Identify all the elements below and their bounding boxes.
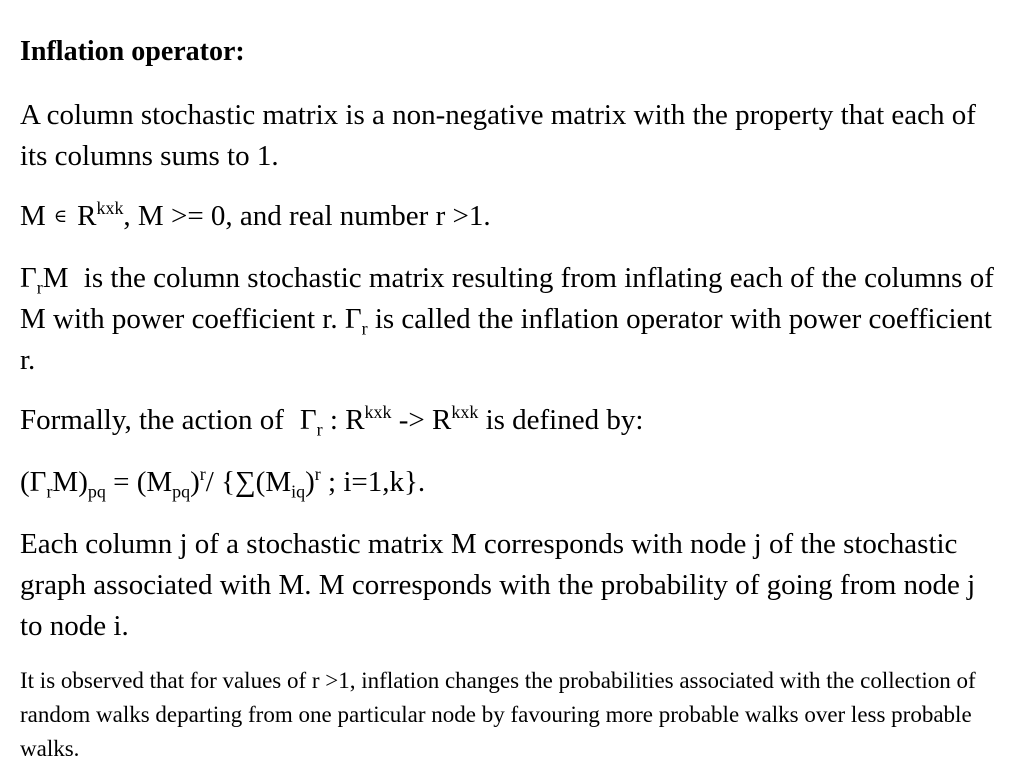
gamma-symbol: Γ [299, 404, 317, 436]
observation-paragraph [20, 664, 1005, 766]
codomain-superscript: kxk [451, 402, 479, 423]
gamma-symbol: Γ [344, 303, 362, 335]
gamma-name-text: is called the inflation operator with power coefficient r. [20, 303, 992, 376]
gamma-subscript: r [361, 318, 368, 339]
graph-correspondence-text: Each column j of a stochastic matrix M corresponds with node j of the stochastic graph associated with M. M corresponds with the probability of going from node j to node i. [20, 528, 976, 642]
formula-sub-pq: pq [87, 481, 106, 502]
formula-sub-iq: iq [291, 481, 306, 502]
formula-sup-r: r [199, 464, 206, 485]
definition-text: A column stochastic matrix is a non-negative matrix with the property that each of its columns sums to 1. [20, 99, 976, 172]
formula-close-sum: ) [305, 466, 315, 498]
gamma-definition-text: is the column stochastic matrix resulting from inflating each of the columns of M with power coefficient r. [20, 262, 994, 335]
action-definition-line [20, 400, 1000, 441]
definition-paragraph [20, 95, 1000, 177]
formula-sub-r: r [46, 481, 53, 502]
gamma-definition-paragraph [20, 258, 1000, 381]
action-lead-text: Formally, the action of [20, 404, 284, 436]
slide-heading: Inflation operator: [20, 36, 245, 67]
domain-superscript: kxk [364, 402, 392, 423]
formula-divide: / {∑(M [205, 466, 292, 498]
real-space-symbol: R [77, 200, 97, 232]
gamma-subscript: r [316, 419, 323, 440]
formula-tail: ; i=1,k}. [320, 466, 426, 498]
action-tail-text: is defined by: [478, 404, 644, 436]
formula-sup-r-sum: r [314, 464, 321, 485]
formula-close: ) [190, 466, 200, 498]
formula-open: (Γ [20, 466, 47, 498]
element-of-symbol: ∈ [53, 206, 68, 227]
formula-sub-pq-rhs: pq [172, 481, 191, 502]
matrix-symbol: M [20, 200, 46, 232]
matrix-symbol: M [42, 262, 69, 294]
formula-matrix: M) [52, 466, 88, 498]
gamma-symbol: Γ [20, 262, 37, 294]
matrix-membership-line [20, 196, 1000, 237]
gamma-subscript: r [36, 277, 43, 298]
formula-equals: = (M [105, 466, 173, 498]
graph-correspondence-paragraph [20, 524, 1000, 647]
dimension-superscript: kxk [96, 198, 124, 219]
codomain-text: -> R [391, 404, 452, 436]
domain-text: : R [322, 404, 365, 436]
membership-conditions: , M >= 0, and real number r >1. [123, 200, 491, 232]
observation-text: It is observed that for values of r >1, inflation changes the probabilities associated with the collection of random walks departing from one particular node by favouring more probable walks over less probable walks. [20, 668, 976, 761]
inflation-formula [20, 462, 1000, 503]
